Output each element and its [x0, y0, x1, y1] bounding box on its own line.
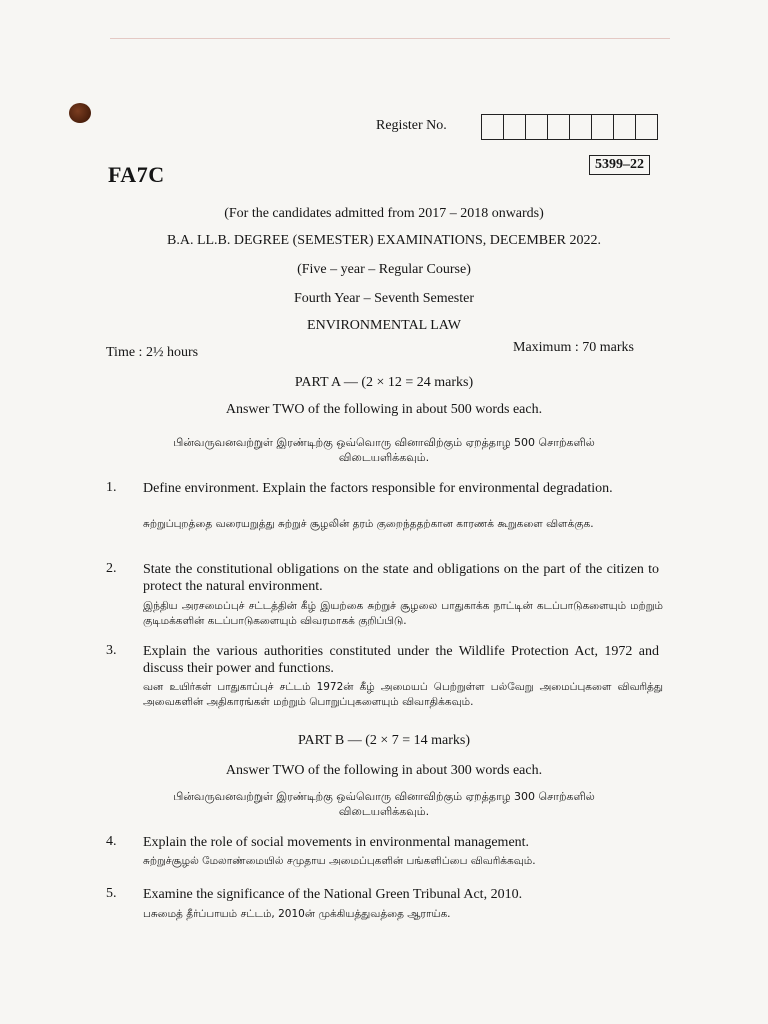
maximum-marks: Maximum : 70 marks [513, 340, 634, 355]
part-a-instruction: Answer TWO of the following in about 500 words each. [225, 402, 543, 417]
exam-title: B.A. LL.B. DEGREE (SEMESTER) EXAMINATIONS, DECEMBER 2022. [167, 233, 601, 248]
paper-number: 5399–22 [589, 155, 650, 175]
ink-stain [69, 103, 91, 123]
course-type: (Five – year – Regular Course) [297, 262, 471, 277]
part-a-instruction-tamil-2: விடையளிக்கவும். [338, 451, 430, 464]
question-tamil: பசுமைத் தீர்ப்பாயம் சட்டம், 2010ன் முக்கியத்துவத்தை ஆராய்க. [143, 908, 451, 920]
year-semester: Fourth Year – Seventh Semester [293, 291, 475, 306]
admission-note: (For the candidates admitted from 2017 – 2018 onwards) [224, 206, 544, 221]
register-number-label: Register No. [376, 118, 447, 133]
question-text: Explain the various authorities constituted under the Wildlife Protection Act, 1972 and discuss their power and functions. [143, 644, 659, 676]
part-a-title: PART A — (2 × 12 = 24 marks) [294, 375, 474, 390]
part-b-instruction-tamil-1: பின்வருவனவற்றுள் இரண்டிற்கு ஒவ்வொரு வினாவிற்கும் ஏறத்தாழ 300 சொற்களில் [173, 790, 595, 803]
question-tamil: வன உயிர்கள் பாதுகாப்புச் சட்டம் 1972ன் கீழ் அமையப் பெற்றுள்ள பல்வேறு அமைப்புகளை விவரித்து அவைகளின் அதிகாரங்கள் மற்றும் பொறுப்புகளையும் விவாதிக்கவும். [143, 681, 663, 708]
question-tamil: சுற்றுப்புறத்தை வரையறுத்து சுற்றுச் சூழலின் தரம் குறைந்ததற்கான காரணக் கூறுகளை விளக்குக. [143, 518, 594, 530]
question-number: 5. [106, 886, 117, 901]
question-number: 3. [106, 643, 117, 658]
question-number: 4. [106, 834, 117, 849]
subject-title: ENVIRONMENTAL LAW [307, 318, 461, 333]
question-text: Define environment. Explain the factors responsible for environmental degradation. [143, 481, 613, 496]
question-tamil: இந்திய அரசமைப்புச் சட்டத்தின் கீழ் இயற்கை சுற்றுச் சூழலை பாதுகாக்க நாட்டின் கடப்பாடுகளையும் மற்றும் குடிமக்களின் கடப்பாடுகளையும் விவரமாகக் குறிப்பிடு. [143, 600, 663, 627]
top-rule [110, 38, 670, 39]
question-tamil: சுற்றுச்சூழல் மேலாண்மையில் சமுதாய அமைப்புகளின் பங்களிப்பை விவரிக்கவும். [143, 855, 536, 867]
time-allowed: Time : 2½ hours [106, 345, 199, 360]
paper-code: FA7C [108, 162, 165, 187]
question-text: Explain the role of social movements in environmental management. [143, 835, 530, 850]
question-text: Examine the significance of the National Green Tribunal Act, 2010. [143, 887, 523, 902]
question-text: State the constitutional obligations on the state and obligations on the part of the citizen to protect the natural environment. [143, 562, 659, 594]
part-b-instruction: Answer TWO of the following in about 300 words each. [225, 763, 543, 778]
part-b-title: PART B — (2 × 7 = 14 marks) [297, 733, 471, 748]
part-b-instruction-tamil-2: விடையளிக்கவும். [338, 805, 430, 818]
question-number: 1. [106, 480, 117, 495]
part-a-instruction-tamil-1: பின்வருவனவற்றுள் இரண்டிற்கு ஒவ்வொரு வினாவிற்கும் ஏறத்தாழ 500 சொற்களில் [173, 436, 595, 449]
question-number: 2. [106, 561, 117, 576]
register-number-boxes [481, 114, 658, 140]
